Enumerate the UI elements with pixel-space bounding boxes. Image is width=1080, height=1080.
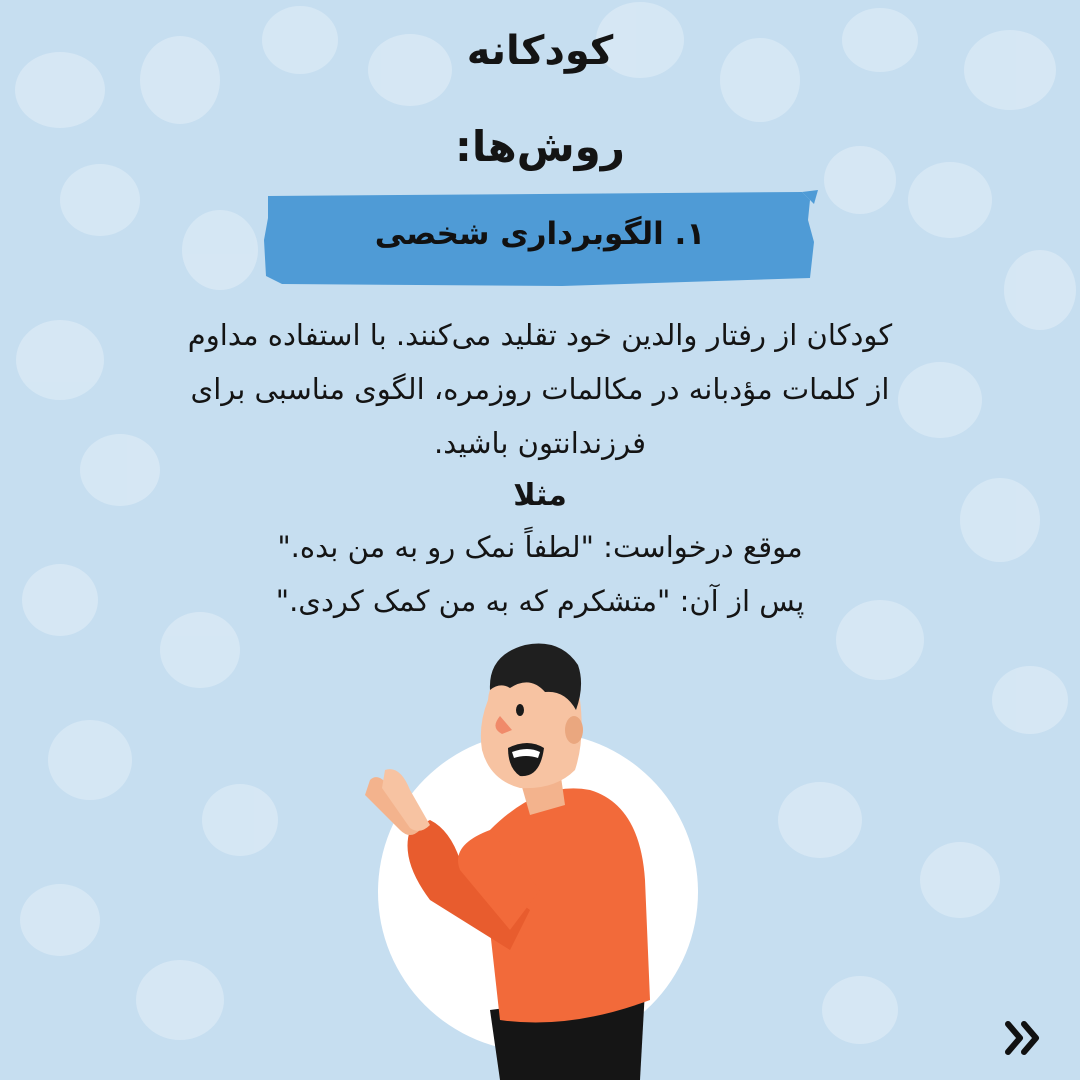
example-line: موقع درخواست: "لطفاً نمک رو به من بده." — [277, 530, 803, 564]
description-line: از کلمات مؤدبانه در مکالمات روزمره، الگوی مناسبی برای — [190, 372, 890, 406]
example-heading: مثلا — [513, 478, 567, 513]
example-line: پس از آن: "متشکرم که به من کمک کردی." — [275, 584, 805, 618]
description-paragraph — [120, 308, 960, 470]
double-chevron-right-icon[interactable] — [1004, 1020, 1044, 1056]
banner-label: ۱. الگوبرداری شخصی — [374, 216, 706, 252]
clapping-man-illustration — [340, 630, 740, 1080]
brand-logo: کودکانه — [466, 28, 614, 74]
section-banner — [262, 190, 818, 288]
description-line: فرزندانتون باشید. — [434, 426, 646, 460]
description-line: کودکان از رفتار والدین خود تقلید می‌کنند. با استفاده مداوم — [187, 318, 893, 352]
page-title: روش‌ها: — [455, 122, 625, 171]
